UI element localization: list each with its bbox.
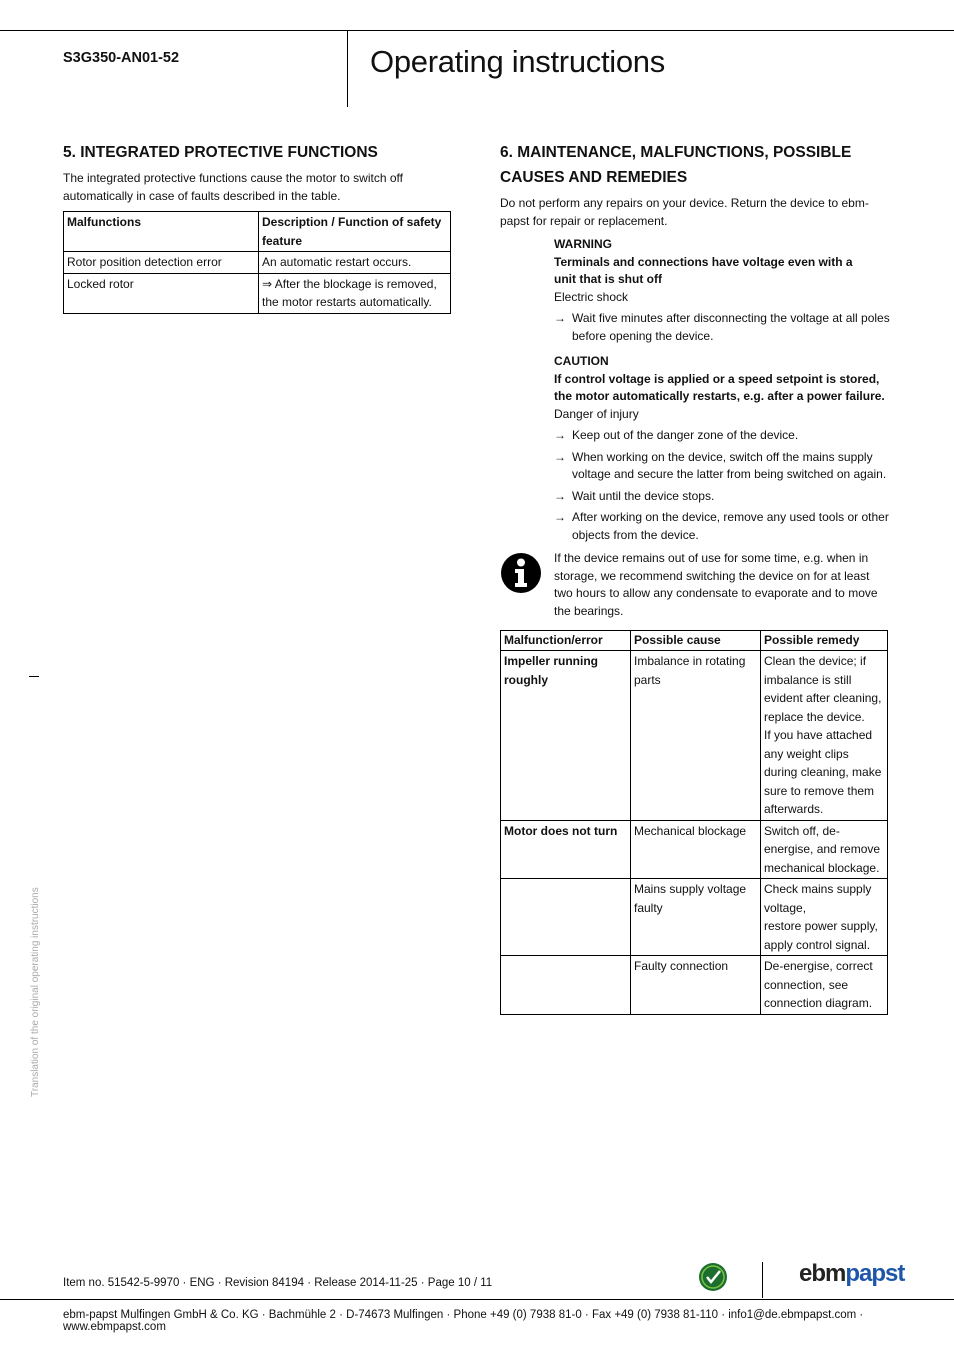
header-divider [347, 30, 348, 107]
table-row [501, 651, 888, 821]
table-header-row [64, 212, 451, 252]
caution-label: CAUTION [554, 354, 609, 368]
table-row [64, 273, 451, 313]
info-block [500, 550, 890, 622]
caution-instruction [554, 488, 890, 506]
instruction-text: Keep out of the danger zone of the device. [572, 428, 799, 442]
instruction-text: When working on the device, switch off the mains supply voltage and secure the latter from being switched on again. [572, 449, 887, 481]
arrow-icon: → [554, 488, 566, 503]
caution-instruction [554, 427, 890, 445]
table-cell: Mains supply voltage faulty [631, 879, 761, 956]
arrow-icon: → [554, 449, 566, 464]
section-6-heading-line2: CAUSES AND REMEDIES [500, 169, 688, 186]
table-cell: Locked rotor [64, 273, 259, 313]
table-cell: Rotor position detection error [64, 252, 259, 274]
table-header-malfunctions: Malfunctions [64, 212, 259, 252]
table-row [501, 879, 888, 956]
table-header-cause: Possible cause [631, 631, 761, 651]
malfunctions-table [500, 630, 888, 1015]
arrow-icon: → [554, 311, 566, 325]
table-cell [501, 956, 631, 1015]
table-cell: Check mains supply voltage, restore power supply, apply control signal. [761, 879, 888, 956]
footer-rule [0, 1299, 954, 1300]
footer-divider [762, 1262, 763, 1298]
table-cell: De-energise, correct connection, see connection diagram. [761, 956, 888, 1015]
section-5-intro: The integrated protective functions cause the motor to switch off automatically in case of faults described in the table. [63, 171, 403, 203]
table-cell: ⇒ After the blockage is removed, the motor restarts automatically. [259, 273, 451, 313]
info-text: If the device remains out of use for some time, e.g. when in storage, we recommend switching the device on for at least two hours to allow any condensate to evaporate and to move the bearings. [554, 551, 878, 618]
warning-instruction [554, 310, 890, 345]
warning-block [554, 236, 890, 345]
caution-statement: If control voltage is applied or a speed setpoint is stored, the motor automatically restarts, e.g. after a power failure. [554, 371, 885, 403]
table-header-row [501, 631, 888, 651]
logo-part-papst: papst [845, 1260, 905, 1287]
green-tech-badge-icon [698, 1262, 728, 1292]
table-row [64, 252, 451, 274]
caution-hazard: Danger of injury [554, 406, 639, 421]
caution-block [554, 353, 890, 544]
header-top-rule [0, 30, 954, 31]
protective-functions-table [63, 211, 451, 314]
table-cell: An automatic restart occurs. [259, 252, 451, 274]
table-header-description: Description / Function of safety feature [259, 212, 451, 252]
table-header-malfunction: Malfunction/error [501, 631, 631, 651]
section-6-intro: Do not perform any repairs on your device. Return the device to ebm-papst for repair or replacement. [500, 196, 869, 228]
arrow-icon: → [554, 428, 566, 442]
section-6-heading-line1: 6. MAINTENANCE, MALFUNCTIONS, POSSIBLE [500, 144, 852, 161]
logo-part-ebm: ebm [799, 1260, 846, 1287]
model-number: S3G350-AN01-52 [63, 50, 180, 66]
section-6 [500, 140, 890, 1015]
table-cell: Impeller running roughly [501, 651, 631, 821]
footer-item-line: Item no. 51542-5-9970 · ENG · Revision 84194 · Release 2014-11-25 · Page 10 / 11 [63, 1277, 493, 1289]
table-header-remedy: Possible remedy [761, 631, 888, 651]
table-cell: Motor does not turn [501, 820, 631, 879]
table-cell: Clean the device; if imbalance is still evident after cleaning, replace the device. If you have attached any weight clips during cleaning, make sure to remove them afterwards. [761, 651, 888, 821]
sidebar-translation-note: Translation of the original operating instructions [30, 887, 41, 1097]
warning-hazard: Electric shock [554, 289, 629, 304]
fold-mark [29, 676, 39, 677]
page-title: Operating instructions [370, 44, 665, 79]
table-cell: Faulty connection [631, 956, 761, 1015]
caution-instruction [554, 449, 890, 484]
instruction-text: Wait five minutes after disconnecting the voltage at all poles before opening the device. [572, 311, 890, 343]
instruction-text: After working on the device, remove any used tools or other objects from the device. [572, 510, 889, 542]
arrow-icon: → [554, 510, 566, 524]
table-cell [501, 879, 631, 956]
table-row [501, 956, 888, 1015]
instruction-text: Wait until the device stops. [572, 488, 715, 503]
table-cell: Mechanical blockage [631, 820, 761, 879]
ebmpapst-logo [799, 1260, 904, 1288]
table-cell: Imbalance in rotating parts [631, 651, 761, 821]
section-5 [63, 140, 453, 314]
caution-instruction [554, 509, 890, 544]
table-cell: Switch off, de-energise, and remove mechanical blockage. [761, 820, 888, 879]
table-row [501, 820, 888, 879]
section-5-heading: 5. INTEGRATED PROTECTIVE FUNCTIONS [63, 144, 378, 161]
warning-statement: Terminals and connections have voltage even with a unit that is shut off [554, 254, 853, 286]
footer-company-line: ebm-papst Mulfingen GmbH & Co. KG · Bachmühle 2 · D-74673 Mulfingen · Phone +49 (0) 7938 81-0 · Fax +49 (0) 7938 81-110 · info1@de.ebmpapst.com · www.ebmpapst.com [63, 1309, 864, 1333]
info-icon [500, 552, 542, 594]
warning-label: WARNING [554, 237, 612, 251]
